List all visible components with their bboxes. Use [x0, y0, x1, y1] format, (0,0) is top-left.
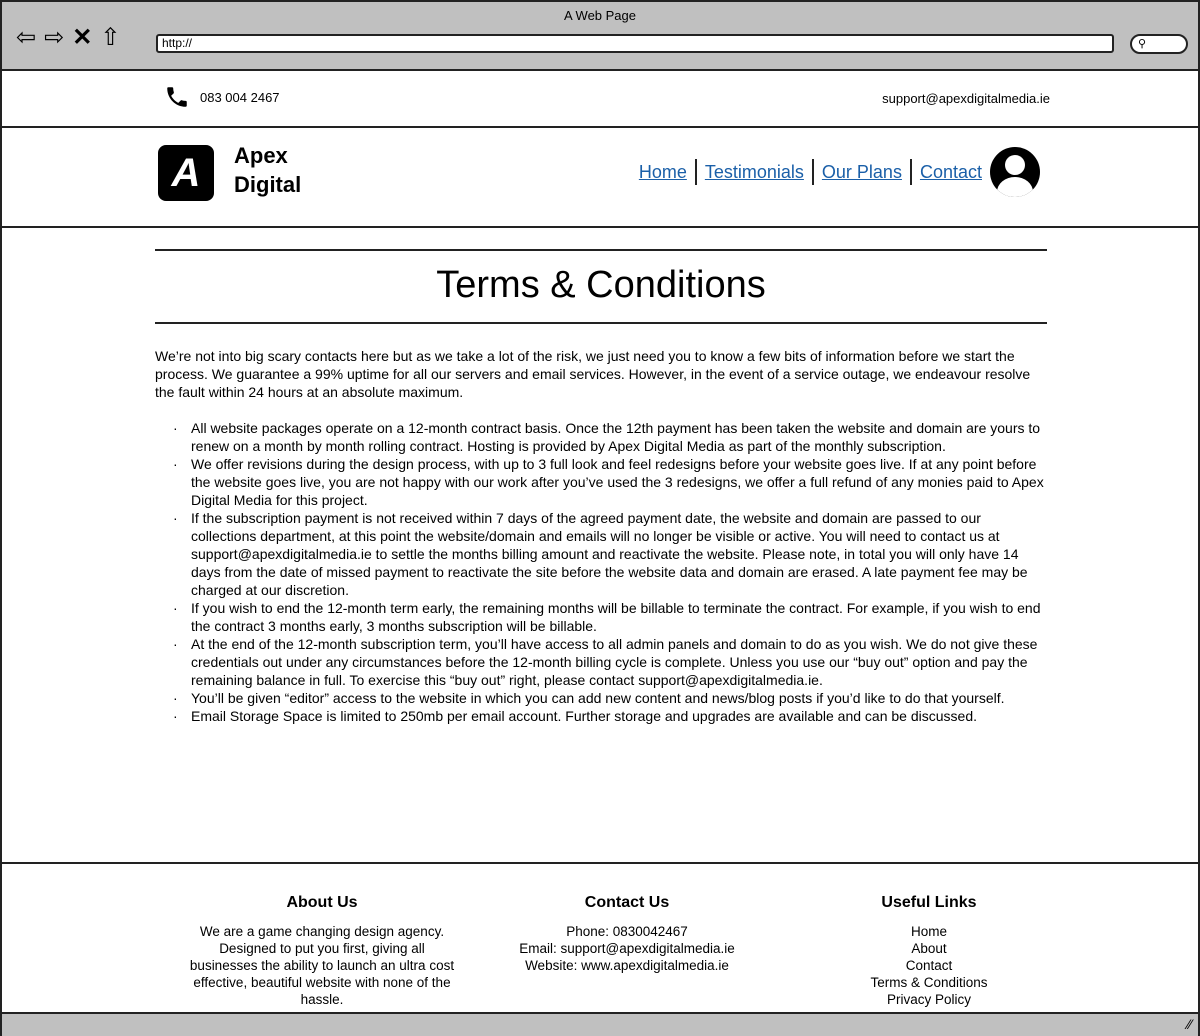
terms-list	[155, 419, 1050, 725]
main-nav	[631, 159, 982, 185]
user-avatar-icon[interactable]	[990, 147, 1040, 197]
page-title: Terms & Conditions	[436, 264, 766, 306]
divider	[155, 249, 1047, 251]
window-title: A Web Page	[563, 8, 637, 23]
nav-home[interactable]: Home	[638, 161, 687, 182]
back-icon[interactable]: ⇦	[16, 24, 37, 51]
term-item: · All website packages operate on a 12-month contract basis. Once the 12th payment has been taken the website and domain are yours to renew on a month by month rolling contract. Hosting is provided by Apex Digital Media as part of the monthly subscription.	[155, 419, 1050, 455]
phone-number: 083 004 2467	[200, 89, 280, 105]
contact-bar	[2, 72, 1198, 128]
footer-links	[789, 894, 1069, 1008]
term-item: · If the subscription payment is not received within 7 days of the agreed payment date, the website and domain are passed to our collections department, at this point the website/domain and emails will no longer be visible or active. You will need to contact us at support@apexdigitalmedia.ie to settle the months billing amount and reactivate the website. Please note, in total you will only have 14 days from the date of missed payment to reactivate the site before the website data and domain are erased. A late payment fee may be charged at our discretion.	[155, 509, 1050, 599]
support-email[interactable]: support@apexdigitalmedia.ie	[882, 91, 1050, 106]
footer-heading: About Us	[286, 894, 358, 911]
resize-grip-icon[interactable]: ⁄⁄	[1187, 1016, 1192, 1032]
stop-icon[interactable]: ✕	[72, 24, 93, 51]
term-item: · At the end of the 12-month subscription term, you’ll have access to all admin panels and domain to do as you wish. We do not give these credentials out under any circumstances before the 12-month billing cycle is complete. Unless you use our “buy out” option and pay the remaining balance in full. To exercise this “buy out” right, please contact support@apexdigitalmedia.ie.	[155, 635, 1050, 689]
about-text: We are a game changing design agency. Designed to put you first, giving all businesses the ability to launch an ultra cost effective, beautiful website with none of the hassle.	[189, 924, 455, 1007]
intro-text: We’re not into big scary contacts here but as we take a lot of the risk, we just need you to know a few bits of information before we start the process. We guarantee a 99% uptime for all our servers and email services. However, in the event of a service outage, we endeavour resolve the fault within 24 hours at an absolute maximum.	[155, 348, 1031, 400]
footer-email[interactable]: Email: support@apexdigitalmedia.ie	[519, 941, 735, 956]
home-icon[interactable]: ⇧	[100, 24, 121, 51]
brand-line: Digital	[234, 172, 302, 197]
term-item: · We offer revisions during the design process, with up to 3 full look and feel redesigns before your website goes live. If at any point before the website goes live, you are not happy with our work after you’ve used the 3 redesigns, we offer a full refund of any monies paid to Apex Digital Media for this project.	[155, 455, 1050, 509]
nav-our-plans[interactable]: Our Plans	[821, 161, 902, 182]
footer-heading: Contact Us	[584, 894, 670, 911]
brand-line: Apex	[234, 143, 288, 168]
footer-phone: Phone: 0830042467	[566, 924, 688, 939]
brand-name	[234, 141, 301, 199]
footer-contact	[487, 894, 767, 974]
footer-heading: Useful Links	[881, 894, 977, 911]
footer-link-privacy[interactable]: Privacy Policy	[886, 992, 972, 1007]
footer-link-terms[interactable]: Terms & Conditions	[870, 975, 988, 990]
term-item: · Email Storage Space is limited to 250mb per email account. Further storage and upgrades are available and can be discussed.	[155, 707, 1050, 725]
divider	[155, 322, 1047, 324]
phone-icon	[164, 84, 190, 110]
footer-about	[182, 894, 462, 1008]
url-input[interactable]: http://	[156, 34, 1114, 53]
forward-icon[interactable]: ⇨	[44, 24, 65, 51]
status-bar	[2, 1012, 1198, 1036]
nav-contact[interactable]: Contact	[919, 161, 982, 182]
site-header	[2, 129, 1198, 228]
search-icon[interactable]: ⚲	[1130, 34, 1188, 54]
footer-link-home[interactable]: Home	[910, 924, 947, 939]
term-item: · You’ll be given “editor” access to the website in which you can add new content and news/blog posts if you’d like to do that yourself.	[155, 689, 1050, 707]
browser-chrome	[2, 2, 1198, 71]
site-footer	[2, 862, 1198, 1012]
footer-link-contact[interactable]: Contact	[905, 958, 953, 973]
footer-website[interactable]: Website: www.apexdigitalmedia.ie	[525, 958, 729, 973]
footer-link-about[interactable]: About	[911, 941, 947, 956]
term-item: · If you wish to end the 12-month term early, the remaining months will be billable to terminate the contract. For example, if you wish to end the contract 3 months early, 3 months subscription will be billable.	[155, 599, 1050, 635]
nav-testimonials[interactable]: Testimonials	[704, 161, 804, 182]
logo-icon[interactable]: A	[158, 145, 214, 201]
terms-content	[155, 347, 1050, 725]
